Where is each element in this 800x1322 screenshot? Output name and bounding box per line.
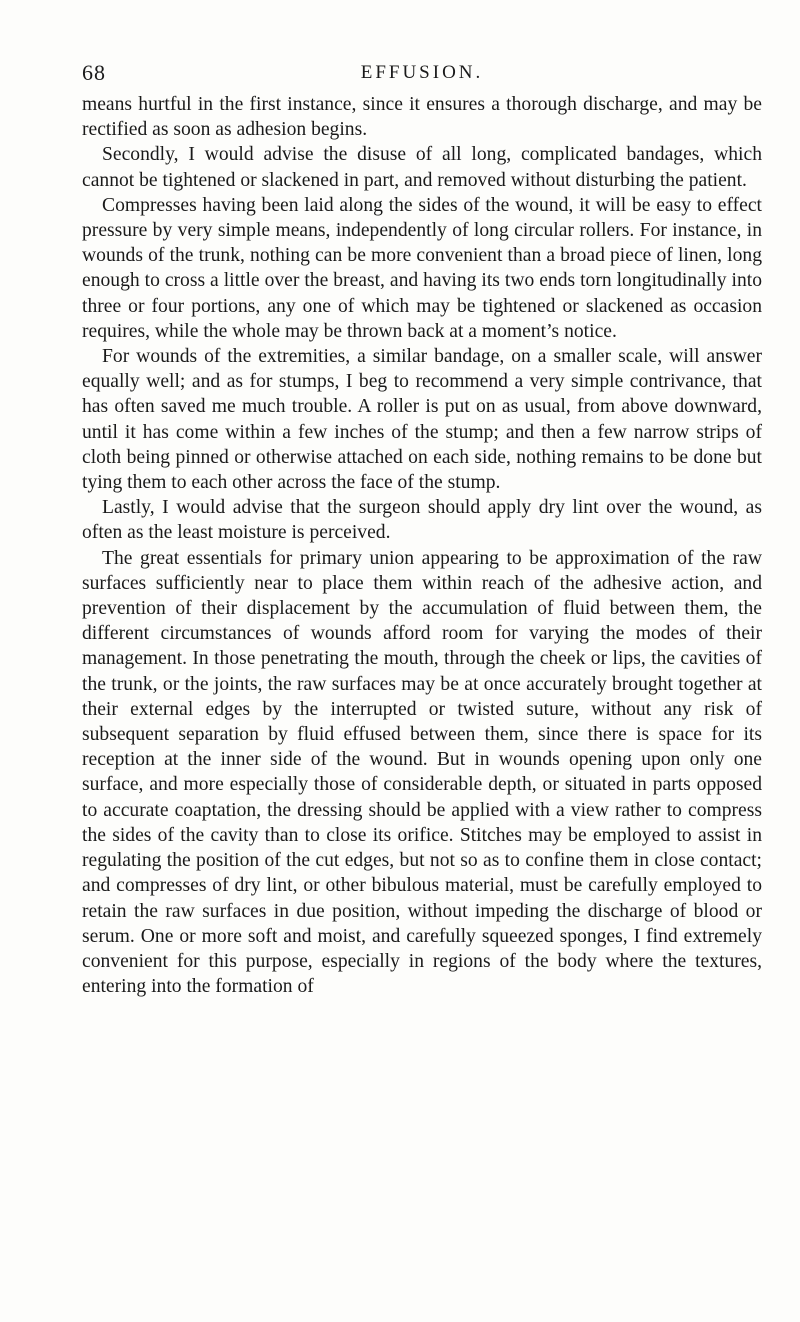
paragraph-secondly: Secondly, I would advise the disuse of all long, complicated bandages, which cannot be tightened or slackened in part, and removed without disturbing the patient.	[82, 144, 762, 191]
paragraph-extremities: For wounds of the extremities, a similar bandage, on a smaller scale, will answer equally well; and as for stumps, I beg to recommend a very simple contrivance, that has often saved me much trouble. A roller is put on as usual, from above downward, until it has come within a few inches of the stump; and then a few narrow strips of cloth being pinned or otherwise attached on each side, nothing remains to be done but tying them to each other across the face of the stump.	[82, 346, 762, 494]
paragraph-lastly: Lastly, I would advise that the surgeon should apply dry lint over the wound, as often as the least moisture is perceived.	[82, 497, 762, 544]
running-title: EFFUSION.	[360, 62, 484, 83]
paragraph-essentials: The great essentials for primary union appearing to be approximation of the raw surfaces sufficiently near to place them within reach of the adhesive action, and prevention of their displacement by the accumulation of fluid between them, the different circumstances of wounds afford room for varying the modes of their management. In those penetrating the mouth, through the cheek or lips, the cavities of the trunk, or the joints, the raw surfaces may be at once accurately brought together at their external edges by the interrupted or twisted suture, without any risk of subsequent separation by fluid effused between them, since there is space for its reception at the inner side of the wound. But in wounds opening upon only one surface, and more especially those of considerable depth, or situated in parts opposed to accurate coaptation, the dressing should be applied with a view rather to compress the sides of the cavity than to close its orifice. Stitches may be employed to assist in regulating the position of the cut edges, but not so as to confine them in close contact; and compresses of dry lint, or other bibulous material, must be carefully employed to retain the raw surfaces in due position, without impeding the discharge of blood or serum. One or more soft and moist, and carefully squeezed sponges, I find extremely convenient for this purpose, especially in regions of the body where the textures, entering into the formation of	[82, 547, 762, 998]
body-text	[82, 92, 762, 999]
paragraph-continuation: means hurtful in the first instance, since it ensures a thorough discharge, and may be rectified as soon as adhesion begins.	[82, 94, 762, 141]
running-head	[82, 58, 762, 88]
paragraph-compresses: Compresses having been laid along the sides of the wound, it will be easy to effect pressure by very simple means, independently of long circular rollers. For instance, in wounds of the trunk, nothing can be more convenient than a broad piece of linen, long enough to cross a little over the breast, and having its two ends torn longitudinally into three or four portions, any one of which may be tightened or slackened as occasion requires, while the whole may be thrown back at a moment’s notice.	[82, 194, 762, 342]
page-number: 68	[82, 60, 106, 85]
